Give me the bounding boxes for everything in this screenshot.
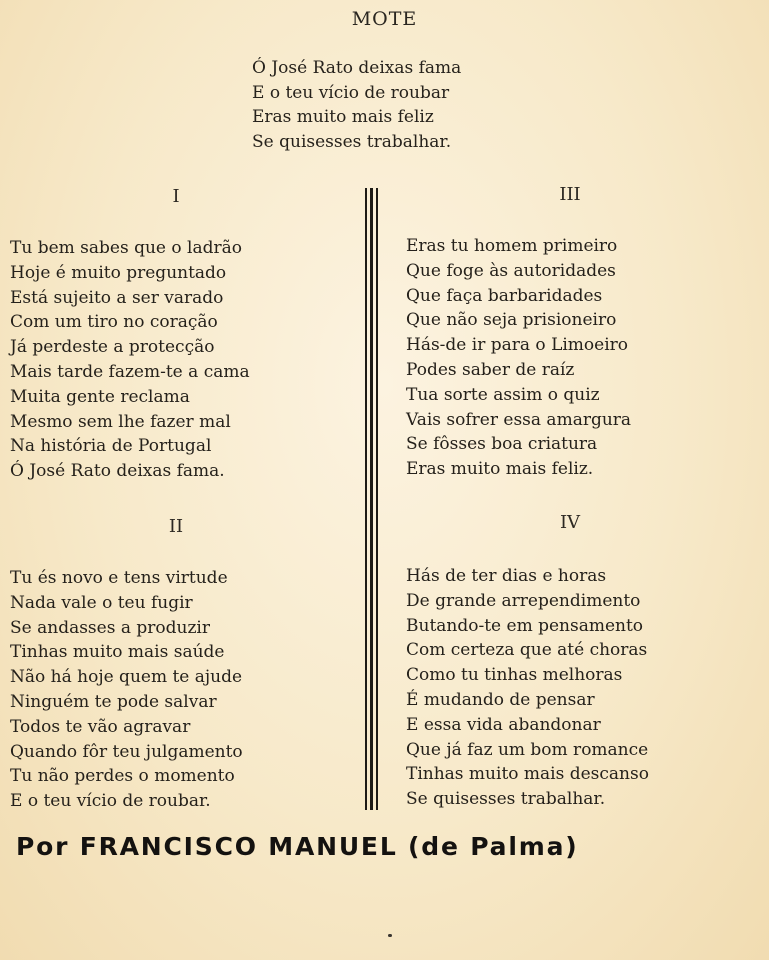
stanza-numeral: II bbox=[168, 516, 184, 537]
stanza-verse bbox=[406, 234, 631, 482]
verse-line: Hás-de ir para o Limoeiro bbox=[406, 335, 629, 356]
verse-line: Muita gente reclama bbox=[10, 386, 190, 407]
verse-line: Se andasses a produzir bbox=[10, 617, 210, 638]
author-credit: Por FRANCISCO MANUEL (de Palma) bbox=[16, 832, 579, 861]
verse-line: Eras muito mais feliz. bbox=[406, 459, 594, 480]
mote-line: Ó José Rato deixas fama bbox=[252, 58, 462, 78]
stanza-numeral: III bbox=[559, 184, 581, 205]
verse-line: Tinhas muito mais saúde bbox=[10, 642, 225, 663]
verse-line: Podes saber de raíz bbox=[406, 359, 575, 380]
verse-line: Na história de Portugal bbox=[10, 436, 212, 457]
verse-line: Butando-te em pensamento bbox=[406, 615, 644, 636]
mote-line: Se quisesses trabalhar. bbox=[252, 131, 452, 152]
verse-line: Que faça barbaridades bbox=[406, 285, 603, 306]
verse-line: Eras tu homem primeiro bbox=[406, 236, 618, 256]
verse-line: Tu és novo e tens virtude bbox=[10, 568, 228, 588]
mote-line: E o teu vício de roubar bbox=[252, 82, 450, 103]
verse-line: Quando fôr teu julgamento bbox=[10, 741, 243, 762]
verse-line: E o teu vício de roubar. bbox=[10, 791, 211, 812]
verse-line: Como tu tinhas melhoras bbox=[406, 665, 623, 686]
verse-line: Se fôsses boa criatura bbox=[406, 434, 598, 455]
verse-line: Que foge às autoridades bbox=[406, 260, 616, 281]
verse-line: Tinhas muito mais descanso bbox=[406, 764, 649, 785]
stanza-numeral: IV bbox=[559, 512, 581, 533]
stanza-verse bbox=[10, 236, 250, 484]
verse-line: Não há hoje quem te ajude bbox=[10, 667, 243, 688]
verse-line: Que não seja prisioneiro bbox=[406, 310, 617, 331]
stanza-verse bbox=[10, 566, 243, 814]
verse-line: Já perdeste a protecção bbox=[10, 337, 215, 358]
verse-line: É mudando de pensar bbox=[406, 689, 595, 710]
verse-line: Mesmo sem lhe fazer mal bbox=[10, 411, 231, 432]
column-divider bbox=[365, 188, 381, 810]
paper-mark bbox=[388, 934, 392, 937]
verse-line: Hoje é muito preguntado bbox=[10, 262, 227, 283]
verse-line: Tu não perdes o momento bbox=[10, 766, 235, 787]
verse-line: E essa vida abandonar bbox=[406, 714, 601, 735]
verse-line: Todos te vão agravar bbox=[10, 716, 191, 737]
mote-verse bbox=[252, 56, 461, 154]
verse-line: Ninguém te pode salvar bbox=[10, 691, 217, 712]
stanza-verse bbox=[406, 564, 649, 812]
verse-line: Mais tarde fazem-te a cama bbox=[10, 361, 250, 382]
verse-line: Se quisesses trabalhar. bbox=[406, 789, 606, 810]
verse-line: Hás de ter dias e horas bbox=[406, 566, 607, 586]
verse-line: Com certeza que até choras bbox=[406, 640, 648, 661]
verse-line: Com um tiro no coração bbox=[10, 312, 218, 333]
mote-heading: MOTE bbox=[351, 8, 418, 30]
verse-line: Vais sofrer essa amargura bbox=[406, 409, 632, 430]
verse-line: De grande arrependimento bbox=[406, 590, 641, 611]
stanza-numeral: I bbox=[172, 186, 180, 207]
verse-line: Tu bem sabes que o ladrão bbox=[10, 238, 242, 258]
verse-line: Está sujeito a ser varado bbox=[10, 287, 224, 308]
verse-line: Nada vale o teu fugir bbox=[10, 592, 193, 613]
verse-line: Que já faz um bom romance bbox=[406, 739, 649, 760]
verse-line: Tua sorte assim o quiz bbox=[406, 384, 600, 405]
verse-line: Ó José Rato deixas fama. bbox=[10, 461, 225, 482]
mote-line: Eras muito mais feliz bbox=[252, 107, 434, 127]
